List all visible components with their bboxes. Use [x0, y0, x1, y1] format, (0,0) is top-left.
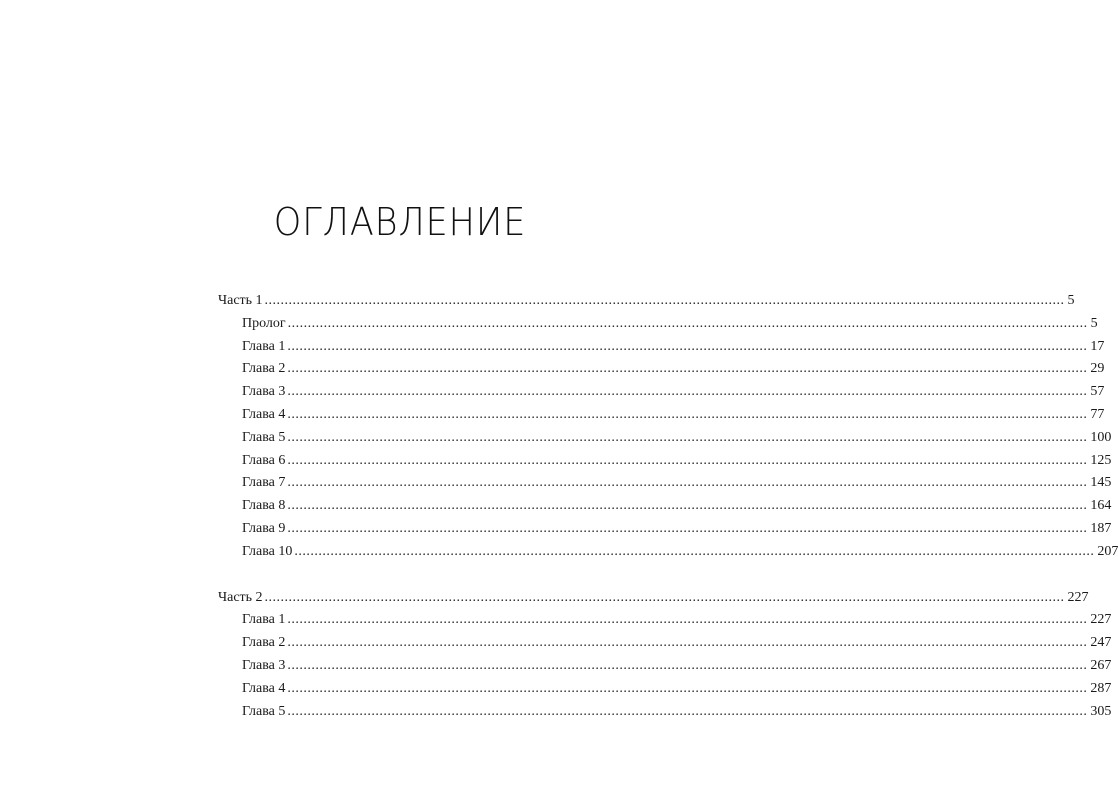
dot-leader: ........................................................................................................................................................................................................: [287, 384, 1088, 400]
dot-leader: ........................................................................................................................................................................................................: [287, 635, 1088, 651]
toc-page-number: 145: [1090, 475, 1112, 491]
dot-leader: ........................................................................................................................................................................................................: [287, 429, 1088, 445]
toc-chapter-row[interactable]: [218, 472, 1112, 495]
toc-page-number: 5: [1067, 293, 1075, 308]
toc-page-number: 287: [1090, 680, 1112, 696]
toc-entry-label: Глава 2: [242, 361, 286, 377]
toc-page-number: 57: [1090, 384, 1105, 400]
toc-entry-label: Пролог: [242, 315, 286, 331]
dot-leader: ........................................................................................................................................................................................................: [287, 520, 1088, 536]
toc-entry-label: Глава 2: [242, 635, 286, 651]
dot-leader: ........................................................................................................................................................................................................: [287, 680, 1088, 696]
part-separator: [218, 564, 566, 587]
toc-page-number: 77: [1090, 406, 1105, 422]
toc-page-number: 227: [1067, 589, 1089, 605]
dot-leader: ........................................................................................................................................................................................................: [287, 315, 1088, 331]
toc-entry-label: Глава 10: [242, 543, 293, 559]
toc-chapter-row[interactable]: [218, 381, 1105, 404]
dot-leader: ........................................................................................................................................................................................................: [287, 703, 1088, 719]
toc-entry-label: Глава 4: [242, 680, 286, 696]
toc-page-number: 305: [1090, 703, 1112, 719]
toc-entry-label: Глава 8: [242, 498, 286, 514]
toc-page-number: 29: [1090, 361, 1105, 377]
toc-chapter-row[interactable]: [218, 336, 1105, 359]
toc-entry-label: Часть 2: [218, 589, 263, 605]
toc-chapter-row[interactable]: [218, 518, 1112, 541]
dot-leader: ........................................................................................................................................................................................................: [287, 475, 1088, 491]
toc-chapter-row[interactable]: [218, 495, 1112, 518]
toc-entry-label: Глава 5: [242, 429, 286, 445]
dot-leader: ........................................................................................................................................................................................................: [287, 452, 1088, 468]
page-title: ОГЛАВЛЕНИЕ: [273, 200, 527, 244]
dot-leader: ........................................................................................................................................................................................................: [287, 338, 1088, 354]
toc-chapter-row[interactable]: [218, 701, 1112, 724]
toc-part-row[interactable]: [218, 290, 1075, 313]
toc-chapter-row[interactable]: [218, 632, 1112, 655]
toc-chapter-row[interactable]: [218, 541, 1118, 564]
toc-entry-label: Глава 3: [242, 384, 286, 400]
dot-leader: ........................................................................................................................................................................................................: [264, 589, 1065, 605]
toc-entry-label: Глава 1: [242, 338, 286, 354]
toc-entry-label: Глава 7: [242, 475, 286, 491]
toc-entry-label: Часть 1: [218, 293, 263, 308]
toc-page-number: 267: [1090, 657, 1112, 673]
toc-chapter-row[interactable]: [218, 450, 1112, 473]
toc-entry-label: Глава 6: [242, 452, 286, 468]
toc-entry-label: Глава 5: [242, 703, 286, 719]
toc-entry-label: Глава 1: [242, 612, 286, 628]
toc-entry-label: Глава 9: [242, 520, 286, 536]
dot-leader: ........................................................................................................................................................................................................: [294, 543, 1095, 559]
dot-leader: ........................................................................................................................................................................................................: [287, 361, 1088, 377]
dot-leader: ........................................................................................................................................................................................................: [287, 406, 1088, 422]
toc-page-number: 100: [1090, 429, 1112, 445]
toc-page-number: 227: [1090, 612, 1112, 628]
toc-chapter-row[interactable]: [218, 313, 1098, 336]
toc-chapter-row[interactable]: [218, 358, 1105, 381]
dot-leader: ........................................................................................................................................................................................................: [264, 293, 1065, 308]
toc-chapter-row[interactable]: [218, 404, 1105, 427]
toc-page-number: 247: [1090, 635, 1112, 651]
dot-leader: ........................................................................................................................................................................................................: [287, 612, 1088, 628]
toc-page-number: 125: [1090, 452, 1112, 468]
toc-page-number: 164: [1090, 498, 1112, 514]
table-of-contents: [218, 290, 1118, 723]
toc-page-number: 17: [1090, 338, 1105, 354]
toc-part-row[interactable]: [218, 587, 1089, 610]
dot-leader: ........................................................................................................................................................................................................: [287, 657, 1088, 673]
toc-chapter-row[interactable]: [218, 427, 1112, 450]
toc-chapter-row[interactable]: [218, 655, 1112, 678]
toc-chapter-row[interactable]: [218, 678, 1112, 701]
toc-page-number: 207: [1097, 543, 1118, 559]
toc-page-number: 5: [1090, 315, 1098, 331]
toc-entry-label: Глава 4: [242, 406, 286, 422]
dot-leader: ........................................................................................................................................................................................................: [287, 498, 1088, 514]
toc-entry-label: Глава 3: [242, 657, 286, 673]
toc-chapter-row[interactable]: [218, 609, 1112, 632]
toc-page-number: 187: [1090, 520, 1112, 536]
